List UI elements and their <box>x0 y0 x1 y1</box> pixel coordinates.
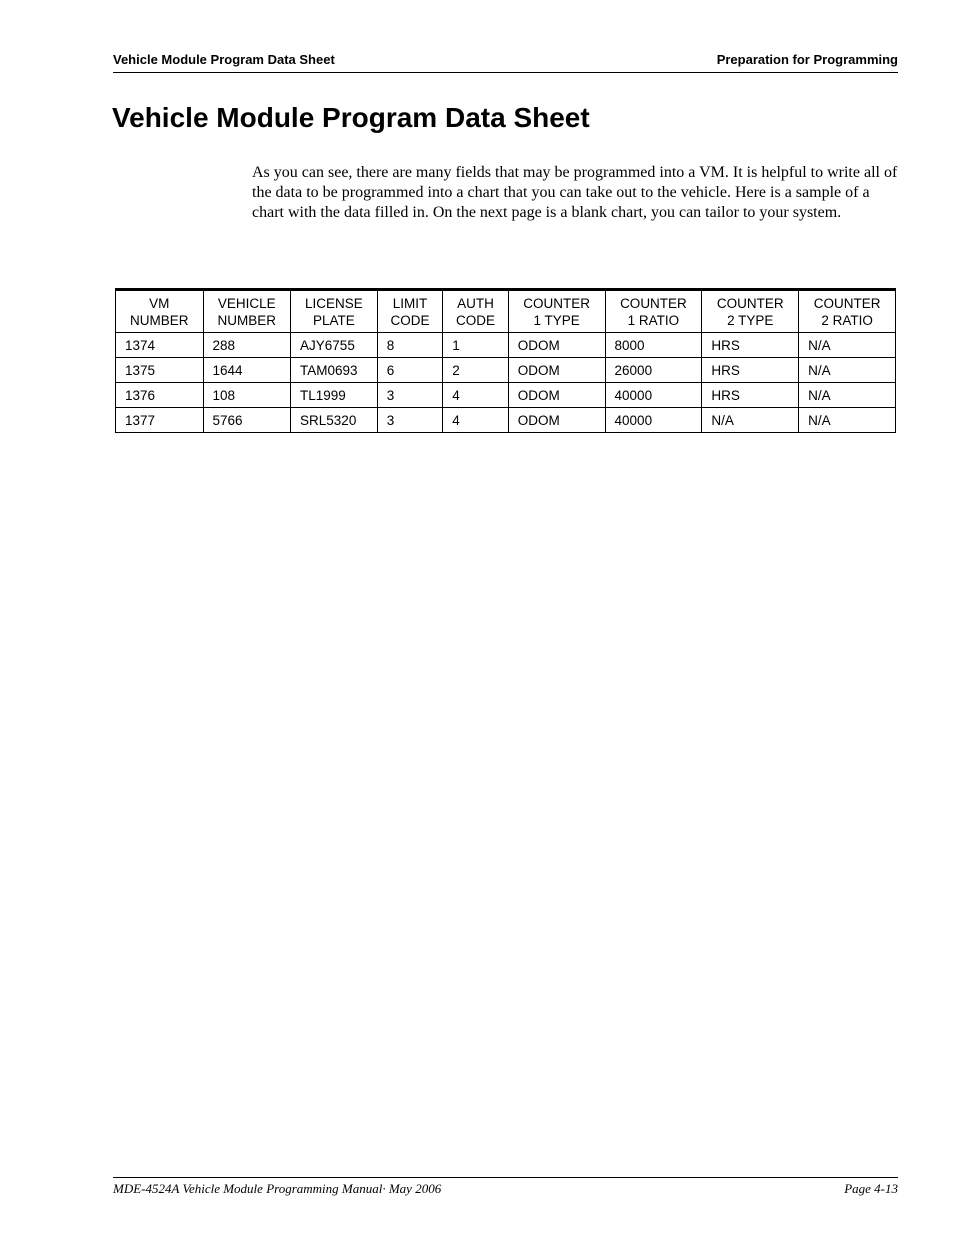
table-cell: 1376 <box>116 383 204 408</box>
table-cell: N/A <box>799 383 896 408</box>
column-header-limit-code <box>377 290 443 333</box>
column-header-line: COUNTER <box>813 295 881 311</box>
column-header-license-plate <box>291 290 378 333</box>
table-cell: 5766 <box>203 408 291 433</box>
page-header <box>113 52 898 73</box>
column-header-counter-2-ratio <box>799 290 896 333</box>
table-cell: 1377 <box>116 408 204 433</box>
table-cell: ODOM <box>508 358 605 383</box>
column-header-line: COUNTER <box>620 295 687 311</box>
table-cell: N/A <box>702 408 799 433</box>
table-cell: N/A <box>799 333 896 358</box>
column-header-line: 2 TYPE <box>727 312 774 328</box>
column-header-auth-code <box>443 290 509 333</box>
column-header-vm-number <box>116 290 204 333</box>
footer-page-number: Page 4-13 <box>844 1181 898 1196</box>
table-cell: 3 <box>377 383 443 408</box>
table-row <box>116 333 896 358</box>
page-title: Vehicle Module Program Data Sheet <box>112 102 590 133</box>
column-header-line: CODE <box>390 312 430 328</box>
table-cell: 6 <box>377 358 443 383</box>
table-cell: 26000 <box>605 358 702 383</box>
column-header-counter-1-ratio <box>605 290 702 333</box>
table-row <box>116 383 896 408</box>
table-header-row <box>116 290 896 333</box>
column-header-line: AUTH <box>457 295 494 311</box>
table-cell: N/A <box>799 408 896 433</box>
table-cell: 8 <box>377 333 443 358</box>
column-header-counter-2-type <box>702 290 799 333</box>
column-header-line: COUNTER <box>716 295 784 311</box>
column-header-line: VEHICLE <box>217 295 276 311</box>
table-cell: 40000 <box>605 408 702 433</box>
table-cell: HRS <box>702 333 799 358</box>
column-header-vehicle-number <box>203 290 291 333</box>
column-header-line: 1 RATIO <box>627 312 680 328</box>
table-cell: ODOM <box>508 383 605 408</box>
table-cell: 288 <box>203 333 291 358</box>
column-header-line: NUMBER <box>217 312 277 328</box>
table-cell: 1374 <box>116 333 204 358</box>
column-header-line: VM <box>149 295 170 311</box>
table-cell: AJY6755 <box>291 333 378 358</box>
column-header-line: 1 TYPE <box>533 312 580 328</box>
table-cell: 40000 <box>605 383 702 408</box>
footer-manual-info: MDE-4524A Vehicle Module Programming Manual· May 2006 <box>113 1181 442 1196</box>
table-row <box>116 358 896 383</box>
column-header-line: 2 RATIO <box>821 312 873 328</box>
table-cell: 1644 <box>203 358 291 383</box>
table-cell: ODOM <box>508 408 605 433</box>
table-cell: 1375 <box>116 358 204 383</box>
data-sheet-table <box>115 288 896 433</box>
column-header-line: LICENSE <box>304 295 363 311</box>
column-header-line: NUMBER <box>130 312 189 328</box>
table-cell: 8000 <box>605 333 702 358</box>
table-cell: 2 <box>443 358 509 383</box>
table-cell: 3 <box>377 408 443 433</box>
table-cell: 4 <box>443 408 509 433</box>
table-cell: 4 <box>443 383 509 408</box>
table-row <box>116 408 896 433</box>
table-cell: HRS <box>702 358 799 383</box>
table-cell: ODOM <box>508 333 605 358</box>
table-cell: HRS <box>702 383 799 408</box>
column-header-line: LIMIT <box>392 295 428 311</box>
header-doc-title: Vehicle Module Program Data Sheet <box>113 52 335 67</box>
column-header-counter-1-type <box>508 290 605 333</box>
column-header-line: COUNTER <box>523 295 590 311</box>
intro-paragraph: As you can see, there are many fields that may be programmed into a VM. It is helpful to write all of the data to be programmed into a chart that you can take out to the vehicle. Here is a sample of a chart with the data filled in. On the next page is a blank chart, you can tailor to your system. <box>252 164 898 221</box>
column-header-line: CODE <box>455 312 495 328</box>
table-cell: 1 <box>443 333 509 358</box>
column-header-line: PLATE <box>312 312 355 328</box>
table-cell: TAM0693 <box>291 358 378 383</box>
table-cell: N/A <box>799 358 896 383</box>
table-cell: 108 <box>203 383 291 408</box>
table-cell: SRL5320 <box>291 408 378 433</box>
page-footer <box>113 1177 898 1196</box>
header-section-title: Preparation for Programming <box>716 52 898 67</box>
table-cell: TL1999 <box>291 383 378 408</box>
